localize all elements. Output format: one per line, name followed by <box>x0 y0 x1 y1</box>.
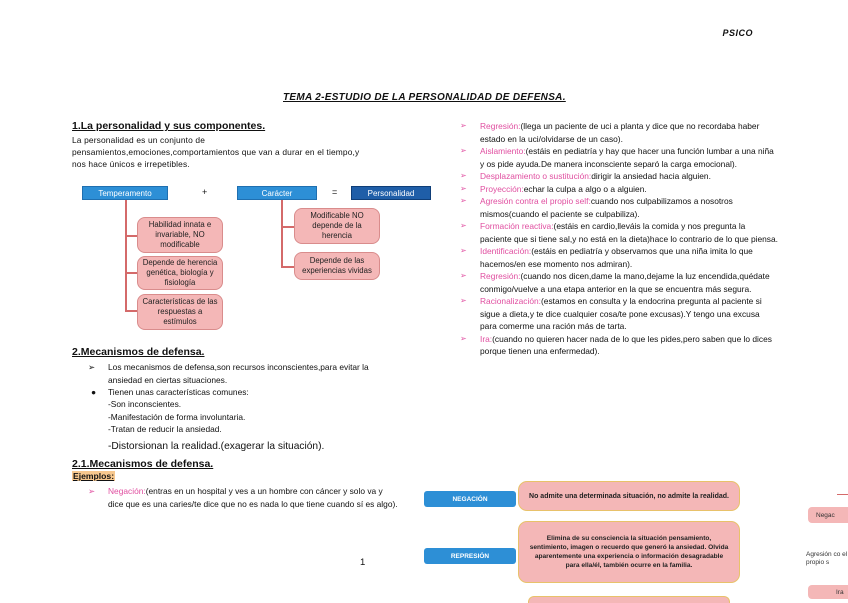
section1-line: pensamientos,emociones,comportamientos que van a durar en el tiempo,y <box>72 147 360 157</box>
negacion-text: (entras en un hospital y ves a un hombre con cáncer y solo va y dice que es una caries/te dice que no es nada lo que tiene cuando sí es algo). <box>108 486 398 509</box>
list-item <box>460 333 778 358</box>
term: Aislamiento: <box>480 146 526 156</box>
bullet-text: Los mecanismos de defensa,son recursos inconscientes,para evitar la ansiedad en ciertas situaciones. <box>108 362 369 385</box>
term: Agresión contra el propio self: <box>480 196 591 206</box>
page-number: 1 <box>360 557 366 568</box>
arrow-icon: ➢ <box>460 121 467 130</box>
negacion-label-box: NEGACIÓN <box>424 491 516 507</box>
term: Identificación: <box>480 246 532 256</box>
list-item <box>460 145 778 170</box>
term: Racionalización: <box>480 296 541 306</box>
term: Regresión: <box>480 121 521 131</box>
connector-line <box>281 266 294 268</box>
arrow-icon: ➢ <box>460 246 467 255</box>
car-item-modifiable: Modificable NO depende de la herencia <box>294 208 380 244</box>
section1-line: nos hace únicos e irrepetibles. <box>72 159 190 169</box>
negacion-example <box>88 485 400 510</box>
list-item <box>460 270 778 295</box>
traits-list <box>108 398 245 436</box>
trait-item: -Manifestación de forma involuntaria. <box>108 411 246 422</box>
term-desc: echar la culpa a algo o a alguien. <box>523 183 647 194</box>
dot-icon: ● <box>91 387 97 397</box>
car-item-experiences: Depende de las experiencias vividas <box>294 252 380 280</box>
arrow-icon: ➢ <box>460 196 467 205</box>
section2-heading: 2.Mecanismos de defensa. <box>72 346 205 358</box>
examples-label: Ejemplos: <box>73 471 115 481</box>
list-item <box>460 295 778 333</box>
arrow-icon: ➢ <box>460 271 467 280</box>
section1-body <box>72 134 432 170</box>
bullet-text: Tienen unas características comunes: <box>108 387 249 397</box>
bullet-item <box>88 361 388 386</box>
arrow-icon: ➢ <box>460 183 467 193</box>
connector-line <box>125 310 137 312</box>
section2-bullets <box>88 361 388 399</box>
plus-sign: + <box>202 187 208 197</box>
caracter-box: Carácter <box>237 186 317 200</box>
temp-item-innate: Habilidad innata e invariable, NO modificable <box>137 217 223 253</box>
represion-desc-box: Elimina de su consciencia la situación pensamiento, sentimiento, imagen o recuerdo que generó la ansiedad. Olvida aparentemente una experiencia o información desagradable para ella/él, también ocurre en la familia. <box>518 521 740 583</box>
connector-line <box>125 272 137 274</box>
cut-negacion: Negac <box>816 512 835 519</box>
arrow-icon: ➢ <box>460 171 467 180</box>
term: Proyección: <box>480 183 524 194</box>
cut-ira: Ira <box>836 589 844 596</box>
cut-line <box>837 494 848 495</box>
term: Formación reactiva: <box>480 221 554 231</box>
connector-line <box>125 235 137 237</box>
term-desc: (cuando no quieren hacer nada de lo que les pides,pero saben que lo dices porque tienen una enfermedad). <box>480 333 772 356</box>
trait-item: -Son inconscientes. <box>108 399 182 409</box>
defense-mechanisms-list <box>460 120 778 358</box>
arrow-icon: ➢ <box>460 221 467 230</box>
list-item <box>460 170 778 183</box>
term-desc: (estáis en pediatría y observamos que una niña imita lo que hacemos/en ese momento nos admiran). <box>480 246 753 269</box>
term-desc: (llega un paciente de uci a planta y dice que no recordaba haber estado en la uci/olvidarse de un caso). <box>480 121 760 144</box>
section1-line: La personalidad es un conjunto de <box>72 135 205 145</box>
term-desc: (estáis en pediatría y hay que hacer una función lumbar a una niña y os pide ayuda.De manera inconsciente separó la carga emocional). <box>480 146 774 169</box>
arrow-icon: ➢ <box>460 146 467 155</box>
term-desc: dirigir la ansiedad hacia alguien. <box>591 171 711 181</box>
temperamento-box: Temperamento <box>82 186 168 200</box>
represion-label-box: REPRESIÓN <box>424 548 516 564</box>
term: Desplazamiento o sustitución: <box>480 171 592 181</box>
trait-item-last: -Distorsionan la realidad.(exagerar la situación). <box>108 441 325 452</box>
term: Ira: <box>480 333 493 344</box>
cut-agresion: Agresión co el propio s <box>806 551 848 566</box>
page-title: TEMA 2-ESTUDIO DE LA PERSONALIDAD DE DEFENSA. <box>283 92 566 103</box>
list-item <box>460 195 778 220</box>
list-item <box>460 183 778 196</box>
arrow-icon: ➢ <box>460 333 467 343</box>
negacion-desc-box: No admite una determinada situación, no admite la realidad. <box>518 481 740 511</box>
arrow-icon: ➢ <box>460 296 467 305</box>
term: Regresión: <box>480 271 521 281</box>
trait-item: -Tratan de reducir la ansiedad. <box>108 424 222 434</box>
connector-line <box>281 226 294 228</box>
list-item <box>460 245 778 270</box>
temp-item-responses: Características de las respuestas a estímulos <box>137 294 223 330</box>
arrow-icon: ➢ <box>88 486 96 496</box>
negacion-term: Negación: <box>108 486 146 496</box>
bullet-item <box>88 386 388 399</box>
arrow-icon: ➢ <box>88 362 96 372</box>
list-item <box>460 220 778 245</box>
temp-item-heredity: Depende de herencia genética, biología y fisiología <box>137 256 223 290</box>
personalidad-box: Personalidad <box>351 186 431 200</box>
section1-heading: 1.La personalidad y sus componentes. <box>72 120 266 132</box>
term-desc: (estáis en cardio,lleváis la comida y nos pregunta la paciente que si tiene sal,y no está en la dieta)hace lo contrario de lo que piensa. <box>480 221 778 244</box>
term-desc: (cuando nos dicen,dame la mano,dejame la luz encendida,quédate conmigo/vuelve a una etapa anterior en la que se encuentra más segura. <box>480 271 770 294</box>
equals-sign: = <box>332 187 338 197</box>
connector-line <box>125 200 127 311</box>
section21-heading: 2.1.Mecanismos de defensa. <box>72 458 214 470</box>
connector-line <box>281 200 283 267</box>
term-desc: (estamos en consulta y la endocrina pregunta al paciente si sigue a dieta,y te dice cualquier cosa/te pone excusas).Y tengo una excusa para comerme una ración más de tarta. <box>480 296 762 331</box>
header-label: PSICO <box>722 28 753 38</box>
term-desc: cuando nos culpabilizamos a nosotros mismos(cuando el paciente se culpabiliza). <box>480 196 733 219</box>
list-item <box>460 120 778 145</box>
